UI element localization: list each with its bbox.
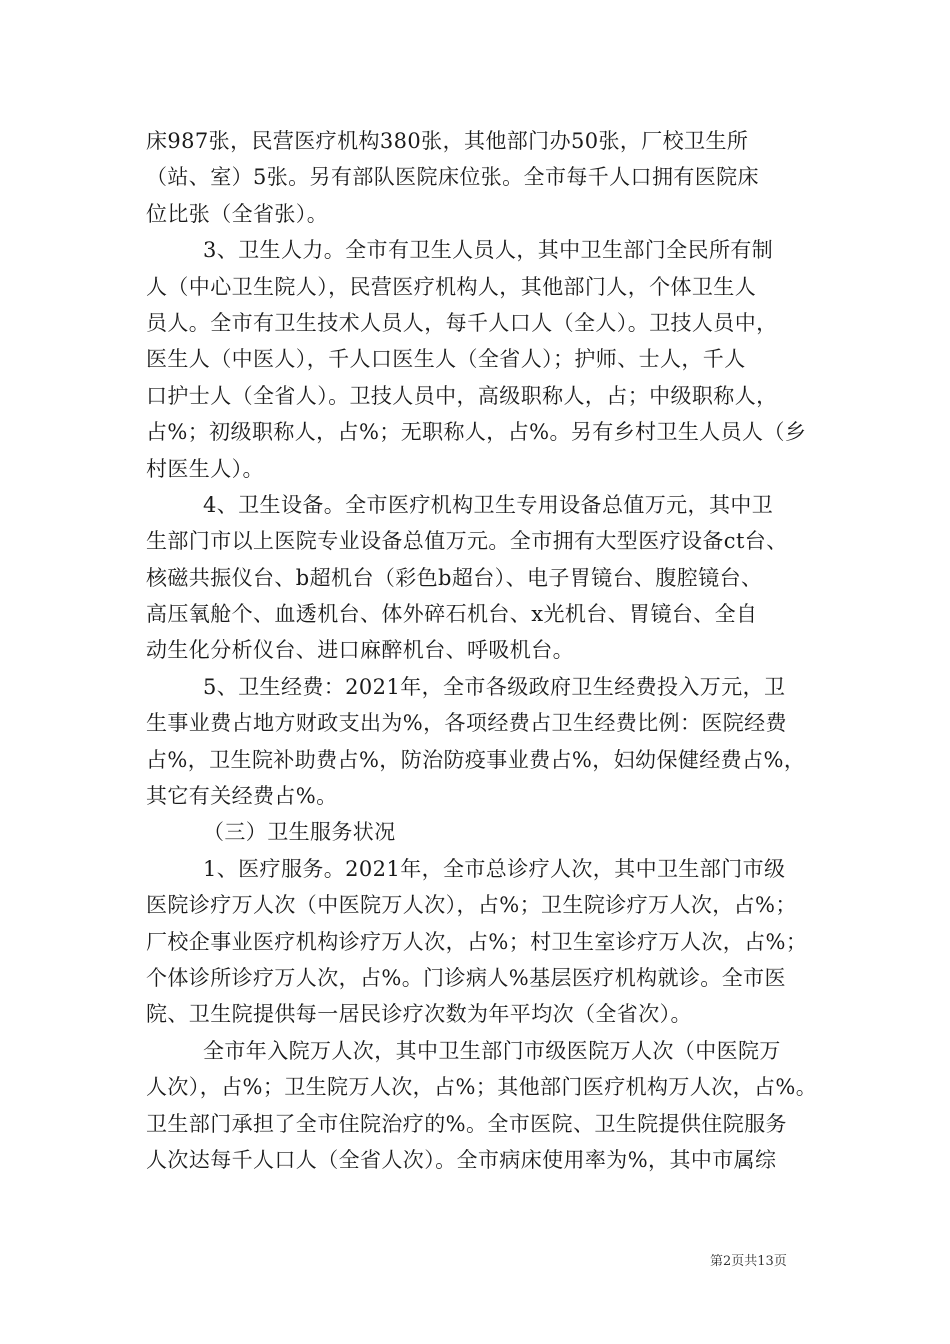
text-line: 院、卫生院提供每一居民诊疗次数为年平均次（全省次）。 [146,1002,692,1027]
text-line: 人（中心卫生院人），民营医疗机构人，其他部门人，个体卫生人 [146,274,757,299]
text-line: 动生化分析仪台、进口麻醉机台、呼吸机台。 [146,638,574,663]
text-line: 核磁共振仪台、b超机台（彩色b超台）、电子胃镜台、腹腔镜台、 [146,565,763,590]
text-line: 个体诊所诊疗万人次，占%。门诊病人%基层医疗机构就诊。全市医 [146,965,786,990]
page-number: 第2页共13页 [710,1254,787,1269]
text-line: 员人。全市有卫生技术人员人，每千人口人（全人）。卫技人员中， [146,310,778,335]
paragraph-start-line: 1、医疗服务。2021年，全市总诊疗人次，其中卫生部门市级 [203,856,786,881]
text-line: 人次达每千人口人（全省人次）。全市病床使用率为%，其中市属综 [146,1147,777,1172]
text-line: 卫生部门承担了全市住院治疗的%。全市医院、卫生院提供住院服务 [146,1111,787,1136]
text-line: 医生人（中医人），千人口医生人（全省人）；护师、士人，千人 [146,347,746,372]
paragraph-start-line: 5、卫生经费：2021年，全市各级政府卫生经费投入万元，卫 [203,674,786,699]
text-line: 村医生人）。 [146,456,264,481]
text-line: 口护士人（全省人）。卫技人员中，高级职称人，占；中级职称人， [146,383,778,408]
text-line: 生部门市以上医院专业设备总值万元。全市拥有大型医疗设备ct台、 [146,529,788,554]
paragraph-start-line: 4、卫生设备。全市医疗机构卫生专用设备总值万元，其中卫 [203,492,774,517]
section-heading: （三）卫生服务状况 [203,820,396,845]
paragraph-start-line: 全市年入院万人次，其中卫生部门市级医院万人次（中医院万 [203,1038,781,1063]
text-line: 其它有关经费占%。 [146,784,338,809]
text-line: 位比张（全省张）。 [146,201,329,226]
text-line: 占%，卫生院补助费占%，防治防疫事业费占%，妇幼保健经费占%， [146,747,806,772]
text-line: 医院诊疗万人次（中医院万人次），占%；卫生院诊疗万人次，占%； [146,893,797,918]
document-body [146,123,826,1178]
text-line: 占%；初级职称人，占%；无职称人，占%。另有乡村卫生人员人（乡 [146,420,807,445]
paragraph-start-line: 3、卫生人力。全市有卫生人员人，其中卫生部门全民所有制 [203,238,774,263]
text-line: 人次），占%；卫生院万人次，占%；其他部门医疗机构万人次，占%。 [146,1075,818,1100]
text-line: 床987张，民营医疗机构380张，其他部门办50张，厂校卫生所 [146,129,749,153]
text-line: 厂校企事业医疗机构诊疗万人次，占%；村卫生室诊疗万人次，占%； [146,929,808,954]
text-line: （站、室）5张。另有部队医院床位张。全市每千人口拥有医院床 [146,165,759,190]
text-line: 高压氧舱个、血透机台、体外碎石机台、x光机台、胃镜台、全自 [146,602,758,627]
text-line: 生事业费占地方财政支出为%，各项经费占卫生经费比例：医院经费 [146,711,787,736]
